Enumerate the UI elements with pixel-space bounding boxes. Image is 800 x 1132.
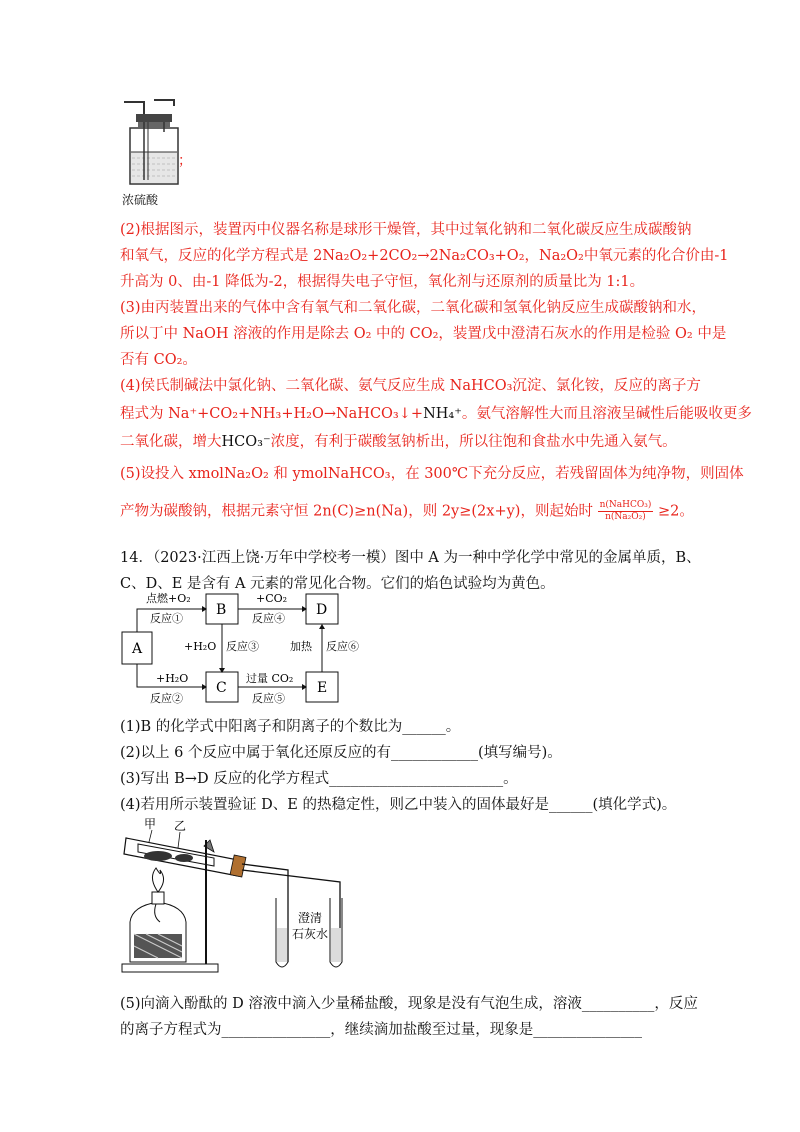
- fraction-denominator: n(Na₂O₂): [605, 512, 646, 522]
- question-14-stem-line1: 14．（2023·江西上饶·万年中学校考一模）图中 A 为一种中学化学中常见的金属单质，B、: [120, 550, 701, 566]
- bicarbonate-ion: HCO₃⁻: [221, 434, 271, 450]
- solution-p4-line1: (4)侯氏制碱法中氯化钠、二氧化碳、氨气反应生成 NaHCO₃沉淀、氯化铵，反应的离子方: [120, 378, 701, 394]
- solution-p4-line2-tail: 。氨气溶解性大而且溶液呈碱性后能吸收更多: [461, 406, 752, 422]
- solution-p5-line2-head: 产物为碳酸钠，根据元素守恒 2n(C)≥n(Na)，则 2y≥(2x+y)，则起始时: [120, 503, 593, 520]
- reaction-1-label: 反应①: [150, 612, 183, 625]
- node-b-label: B: [216, 602, 227, 618]
- reaction-flow-diagram: [118, 588, 378, 728]
- reaction-6-label: 反应⑥: [326, 640, 359, 653]
- thermal-stability-apparatus: [118, 812, 368, 982]
- solution-p5-line2: [120, 500, 694, 523]
- ionic-equation-text: 程式为 Na⁺+CO₂+NH₃+H₂O→NaHCO₃↓+: [120, 406, 424, 422]
- reaction-1-condition: 点燃+O₂: [146, 592, 191, 605]
- fraction-numerator: n(NaHCO₃): [599, 500, 652, 510]
- solution-p4-line2: [120, 404, 752, 424]
- bottle-semicolon: ；: [178, 153, 192, 169]
- label-limewater-1: 澄清: [298, 911, 323, 925]
- reaction-4-condition: +CO₂: [256, 592, 288, 605]
- reaction-2-condition: +H₂O: [156, 672, 189, 685]
- bottle-drawing: [118, 96, 198, 191]
- solution-p2-line3: 升高为 0、由-1 降低为-2，根据得失电子守恒，氧化剂与还原剂的质量比为 1:1。: [120, 274, 645, 290]
- question-14-part-5-line2: 的离子方程式为_______________，继续滴加盐酸至过量，现象是_______________: [120, 1022, 642, 1038]
- reaction-2-label: 反应②: [150, 692, 183, 705]
- question-14-part-2: (2)以上 6 个反应中属于氧化还原反应的有____________(填写编号)。: [120, 745, 562, 761]
- ammonium-ion: NH₄⁺: [423, 406, 462, 422]
- reaction-3-condition: +H₂O: [184, 640, 217, 653]
- question-14-part-4: (4)若用所示装置验证 D、E 的热稳定性，则乙中装入的固体最好是______(填化学式)。: [120, 797, 677, 813]
- reaction-6-condition: 加热: [290, 640, 312, 653]
- solution-p5-line1: (5)设投入 xmolNa₂O₂ 和 ymolNaHCO₃，在 300℃下充分反应，若残留固体为纯净物，则固体: [120, 466, 744, 482]
- node-e-label: E: [317, 680, 328, 696]
- reaction-5-condition: 过量 CO₂: [246, 672, 294, 685]
- ratio-fraction: [598, 500, 654, 523]
- node-d-label: D: [316, 602, 328, 618]
- solution-p5-line2-tail: ≥2。: [657, 503, 694, 520]
- label-yi: 乙: [174, 819, 187, 833]
- solution-p2-line1: (2)根据图示，装置丙中仪器名称是球形干燥管，其中过氧化钠和二氧化碳反应生成碳酸钠: [120, 222, 692, 238]
- solution-p3-line3: 否有 CO₂。: [120, 352, 197, 368]
- label-jia: 甲: [144, 817, 157, 831]
- reaction-5-label: 反应⑤: [252, 692, 285, 705]
- solution-p4-line3: [120, 432, 677, 452]
- reaction-3-label: 反应③: [226, 640, 259, 653]
- solution-p3-line2: 所以丁中 NaOH 溶液的作用是除去 O₂ 中的 CO₂，装置戊中澄清石灰水的作用是检验 O₂ 中是: [120, 326, 727, 342]
- bottle-caption: 浓硫酸: [122, 193, 159, 207]
- question-14-stem-line2: C、D、E 是含有 A 元素的常见化合物。它们的焰色试验均为黄色。: [120, 576, 555, 592]
- solution-p3-line1: (3)由丙装置出来的气体中含有氧气和二氧化碳，二氧化碳和氢氧化钠反应生成碳酸钠和水，: [120, 300, 707, 316]
- label-limewater-2: 石灰水: [292, 927, 329, 941]
- node-c-label: C: [216, 680, 227, 696]
- question-14-part-3: (3)写出 B→D 反应的化学方程式________________________。: [120, 771, 518, 787]
- reaction-4-label: 反应④: [252, 612, 285, 625]
- solution-p4-line3-tail: 浓度，有利于碳酸氢钠析出，所以往饱和食盐水中先通入氨气。: [270, 434, 677, 450]
- solution-p4-line3-head: 二氧化碳，增大: [120, 434, 222, 450]
- question-14-part-1: (1)B 的化学式中阳离子和阴离子的个数比为______。: [120, 719, 461, 735]
- node-a-label: A: [132, 641, 143, 657]
- question-14-part-5-line1: (5)向滴入酚酞的 D 溶液中滴入少量稀盐酸，现象是没有气泡生成，溶液__________，反应: [120, 996, 698, 1012]
- solution-p2-line2: 和氧气，反应的化学方程式是 2Na₂O₂+2CO₂→2Na₂CO₃+O₂，Na₂O₂中氧元素的化合价由-1: [120, 248, 729, 264]
